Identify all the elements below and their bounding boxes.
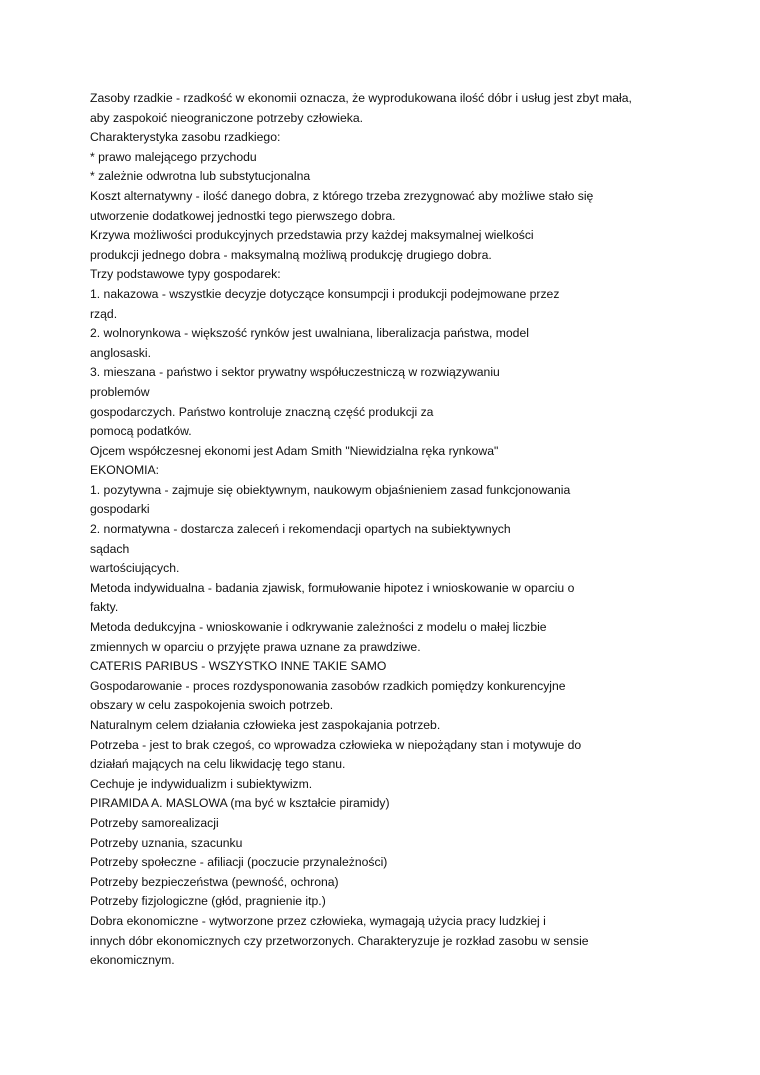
text-line: Dobra ekonomiczne - wytworzone przez człowieka, wymagają użycia pracy ludzkiej i (90, 913, 546, 928)
text-line: zmiennych w oparciu o przyjęte prawa uznane za prawdziwe. (90, 639, 421, 654)
text-line: sądach (90, 541, 130, 556)
text-line: Krzywa możliwości produkcyjnych przedstawia przy każdej maksymalnej wielkości (90, 228, 534, 243)
text-line: fakty. (90, 600, 119, 615)
text-line: Potrzeby bezpieczeństwa (pewność, ochrona) (90, 874, 339, 889)
text-line: utworzenie dodatkowej jednostki tego pierwszego dobra. (90, 208, 396, 223)
text-line: aby zaspokoić nieograniczone potrzeby człowieka. (90, 110, 364, 125)
text-line: pomocą podatków. (90, 424, 192, 439)
text-line: problemów (90, 384, 150, 399)
text-line: 1. nakazowa - wszystkie decyzje dotyczące konsumpcji i produkcji podejmowane przez (90, 286, 560, 301)
text-line: 2. normatywna - dostarcza zaleceń i rekomendacji opartych na subiektywnych (90, 522, 511, 537)
text-line: CATERIS PARIBUS - WSZYSTKO INNE TAKIE SAMO (90, 659, 387, 674)
text-line: Zasoby rzadkie - rzadkość w ekonomii oznacza, że wyprodukowana ilość dóbr i usług jest zbyt mała, (90, 91, 632, 105)
text-line: 1. pozytywna - zajmuje się obiektywnym, naukowym objaśnieniem zasad funkcjonowania (90, 482, 571, 497)
text-line: innych dóbr ekonomicznych czy przetworzonych. Charakteryzuje je rozkład zasobu w sensie (90, 933, 589, 948)
text-line: 3. mieszana - państwo i sektor prywatny współuczestniczą w rozwiązywaniu (90, 365, 500, 380)
text-line: 2. wolnorynkowa - większość rynków jest uwalniana, liberalizacja państwa, model (90, 326, 529, 341)
text-line: Koszt alternatywny - ilość danego dobra, z którego trzeba zrezygnować aby możliwe stało się (90, 188, 594, 203)
text-line: Naturalnym celem działania człowieka jest zaspokajania potrzeb. (90, 718, 441, 732)
text-line: Cechuje je indywidualizm i subiektywizm. (90, 776, 313, 791)
text-line: Potrzeby uznania, szacunku (90, 835, 243, 850)
text-line: Potrzeby samorealizacji (90, 815, 219, 830)
text-line: * zależnie odwrotna lub substytucjonalna (90, 169, 311, 184)
text-line: Metoda indywidualna - badania zjawisk, formułowanie hipotez i wnioskowanie w oparciu o (90, 580, 575, 595)
text-line: Potrzeby fizjologiczne (głód, pragnienie itp.) (90, 894, 326, 909)
text-line: Potrzeba - jest to brak czegoś, co wprowadza człowieka w niepożądany stan i motywuje do (90, 737, 582, 752)
text-line: * prawo malejącego przychodu (90, 149, 257, 164)
text-line: Ojcem współczesnej ekonomi jest Adam Smith "Niewidzialna ręka rynkowa" (90, 443, 499, 458)
text-line: gospodarczych. Państwo kontroluje znaczną część produkcji za (90, 404, 434, 419)
text-line: gospodarki (90, 502, 150, 517)
text-line: obszary w celu zaspokojenia swoich potrzeb. (90, 698, 334, 713)
text-line: Metoda dedukcyjna - wnioskowanie i odkrywanie zależności z modelu o małej liczbie (90, 620, 547, 635)
text-line: Trzy podstawowe typy gospodarek: (90, 267, 281, 282)
text-line: produkcji jednego dobra - maksymalną możliwą produkcję drugiego dobra. (90, 247, 492, 262)
text-line: anglosaski. (90, 345, 151, 360)
text-line: ekonomicznym. (90, 953, 175, 968)
text-line: rząd. (90, 306, 118, 321)
text-line: EKONOMIA: (90, 463, 160, 478)
text-line: Gospodarowanie - proces rozdysponowania zasobów rzadkich pomiędzy konkurencyjne (90, 678, 566, 693)
text-line: Charakterystyka zasobu rzadkiego: (90, 130, 281, 145)
text-line: PIRAMIDA A. MASLOWA (ma być w kształcie piramidy) (90, 796, 390, 811)
text-line: wartościujących. (90, 561, 180, 576)
text-line: Potrzeby społeczne - afiliacji (poczucie przynależności) (90, 855, 388, 870)
document-text (90, 89, 730, 971)
text-line: działań mających na celu likwidację tego stanu. (90, 757, 346, 772)
